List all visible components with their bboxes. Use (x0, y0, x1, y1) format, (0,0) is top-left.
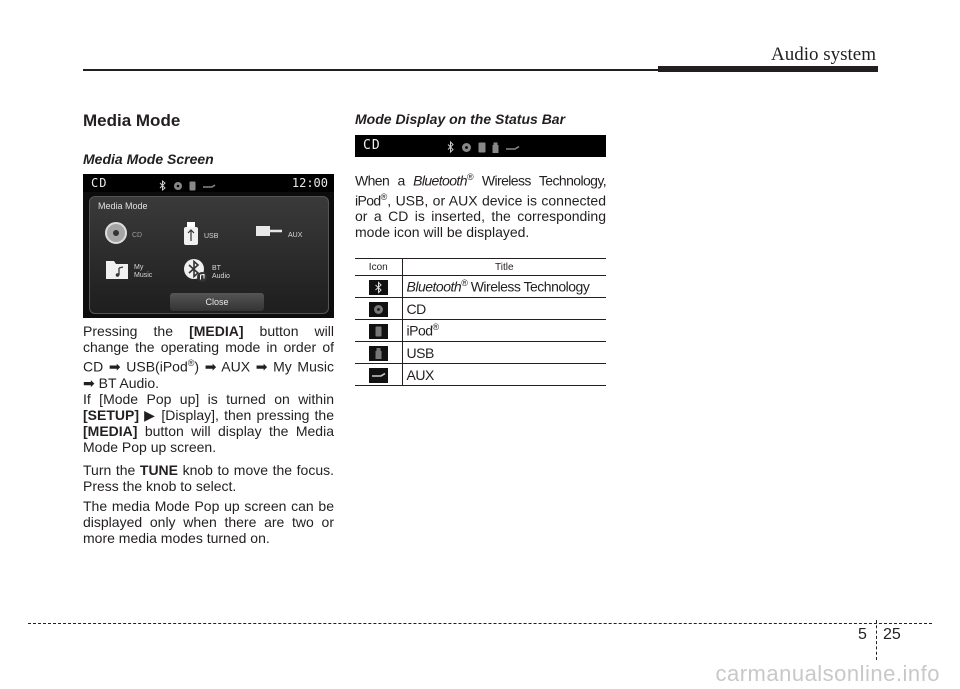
chapter-number: 5 (858, 626, 867, 643)
status-mode-label: CD (363, 138, 381, 153)
triangle-right-icon: ▶ (139, 407, 162, 423)
ipod-icon (189, 178, 196, 196)
table-row (355, 342, 606, 364)
aux-icon (202, 178, 216, 196)
popup-item-label: My Music (134, 263, 153, 279)
popup-item-bt-audio[interactable] (182, 257, 230, 288)
bluetooth-icon (182, 257, 208, 288)
text: If [Mode Pop up] is turned on within (83, 391, 334, 407)
popup-item-label: CD (132, 231, 143, 239)
screen-status-bar (83, 174, 334, 192)
table-cell-title (402, 276, 606, 298)
usb-icon (182, 221, 200, 252)
table-row (355, 364, 606, 386)
table-cell-icon (355, 276, 402, 298)
text: BT Audio. (94, 374, 160, 391)
table-header-icon: Icon (355, 259, 402, 276)
tune-knob-label: TUNE (139, 462, 179, 478)
aux-icon (369, 368, 388, 383)
header-rule (83, 69, 660, 71)
music-folder-icon (104, 257, 130, 286)
popup-item-cd[interactable] (104, 221, 142, 250)
table-row (355, 276, 606, 298)
watermark: carmanualsonline.info (715, 661, 940, 686)
text: button will change the operating mode in order of CD (83, 323, 334, 375)
setup-key-label: [SETUP] (83, 407, 139, 423)
text: Turn the (83, 462, 140, 478)
popup-item-label: BT Audio (212, 264, 230, 280)
section-heading: Media Mode (83, 111, 181, 130)
media-mode-screen (83, 174, 334, 318)
ipod-icon (478, 140, 486, 158)
registered-mark: ® (432, 322, 439, 333)
table-cell-title: USB (402, 342, 606, 364)
bluetooth-word: Bluetooth (413, 172, 467, 189)
paragraph-status-bar (355, 169, 606, 240)
paragraph-setup (83, 391, 334, 455)
text: iPod (406, 322, 433, 339)
text: AUX (216, 358, 256, 375)
table-row (355, 320, 606, 342)
table-row (355, 298, 606, 320)
header-title: Audio system (770, 44, 876, 65)
text: knob to move the focus. Press the knob to select. (83, 462, 334, 494)
paragraph-popup-note: The media Mode Pop up screen can be displayed only when there are two or more media modes turned on. (83, 498, 334, 546)
status-mode-label: CD (91, 176, 108, 190)
popup-item-label: USB (204, 232, 219, 240)
text: , USB, or AUX device is connected or a CD is inserted, the corresponding mode icon will be displayed. (355, 192, 606, 241)
cd-icon (173, 178, 183, 196)
table-cell-icon (355, 298, 402, 320)
table-cell-title: CD (402, 298, 606, 320)
table-cell-title (402, 320, 606, 342)
popup-title: Media Mode (98, 201, 148, 211)
cd-icon (369, 302, 388, 317)
bluetooth-icon (369, 280, 388, 295)
cd-icon (461, 140, 472, 158)
cd-icon (104, 221, 128, 250)
text: USB(iPod (120, 358, 188, 375)
text: [Display], then pressing the (161, 407, 335, 423)
page-number: 25 (883, 626, 901, 643)
subsection-heading: Media Mode Screen (83, 151, 214, 167)
registered-mark: ® (380, 191, 388, 202)
mode-icon-table (355, 258, 606, 386)
text: ) (194, 358, 205, 375)
media-key-label: [MEDIA] (189, 323, 244, 339)
arrow-right-icon: ➡ (108, 358, 121, 375)
usb-icon (492, 140, 499, 158)
paragraph-tune (83, 462, 334, 494)
screen-clock: 12:00 (291, 176, 328, 190)
table-header-title: Title (402, 259, 606, 276)
aux-icon (254, 223, 284, 248)
text: Wireless Technology (467, 278, 590, 295)
header-rule-thick (658, 66, 878, 72)
bluetooth-word: Bluetooth (406, 278, 462, 295)
ipod-icon (369, 324, 388, 339)
media-mode-popup (89, 196, 329, 314)
popup-item-my-music[interactable] (104, 257, 152, 286)
registered-mark: ® (187, 358, 195, 368)
text: When a (355, 172, 414, 189)
popup-item-usb[interactable] (182, 221, 218, 252)
aux-icon (505, 140, 520, 158)
text: Wireless Technology, iPod (355, 172, 606, 209)
paragraph-media-button (83, 323, 334, 391)
table-cell-icon (355, 320, 402, 342)
footer-divider (28, 623, 932, 624)
close-button[interactable]: Close (170, 293, 264, 311)
arrow-right-icon: ➡ (83, 374, 95, 391)
media-key-label: [MEDIA] (83, 423, 138, 439)
text: My Music (267, 358, 334, 375)
popup-item-aux[interactable] (254, 223, 302, 248)
page-number-divider (876, 620, 877, 660)
status-bar-example (355, 135, 606, 157)
popup-item-label: AUX (288, 231, 303, 239)
table-cell-title: AUX (402, 364, 606, 386)
arrow-right-icon: ➡ (204, 358, 217, 375)
table-cell-icon (355, 364, 402, 386)
bluetooth-icon (447, 140, 455, 158)
subsection-heading: Mode Display on the Status Bar (355, 111, 566, 127)
registered-mark: ® (466, 172, 474, 182)
text: button will display the Media Mode Pop up screen. (83, 423, 334, 455)
table-cell-icon (355, 342, 402, 364)
arrow-right-icon: ➡ (255, 358, 268, 375)
usb-icon (369, 346, 388, 361)
table-header-row (355, 259, 606, 276)
bluetooth-icon (159, 178, 167, 196)
text: Pressing the (83, 323, 190, 339)
registered-mark: ® (461, 278, 468, 289)
